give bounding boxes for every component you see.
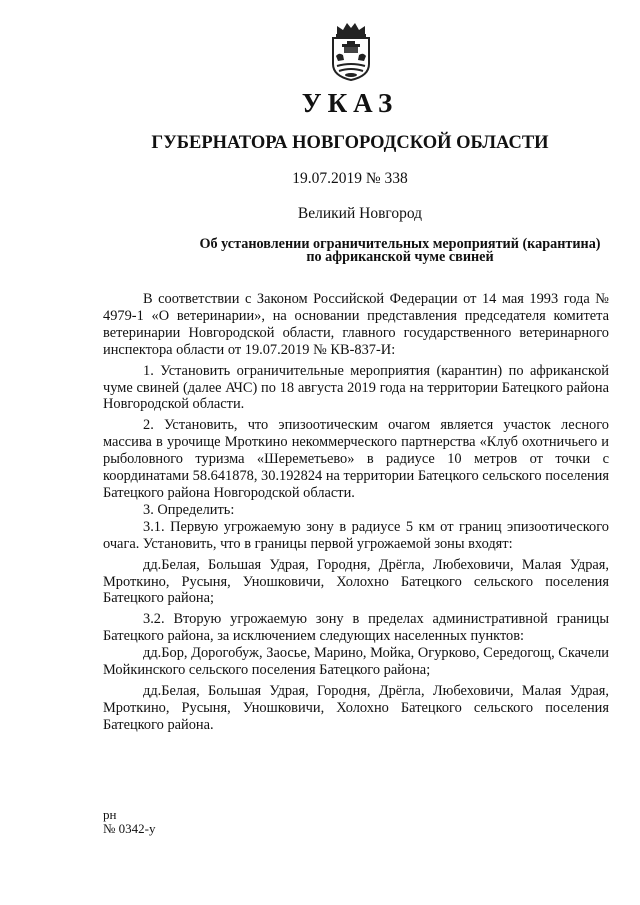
paragraph-zone-1-villages: дд.Белая, Большая Удрая, Городня, Дрёгла, Любеховичи, Малая Удрая, Мроткино, Русыня, Уношковичи, Холохно Батецкого сельского поселения Батецкого района; [103,556,609,607]
document-footer [103,808,155,836]
paragraph-item-3-2: 3.2. Вторую угрожаемую зону в пределах административной границы Батецкого района, за исключением следующих населенных пунктов: [103,611,609,645]
decree-body [103,291,609,738]
doc-number: № 0342-у [103,821,156,836]
city: Великий Новгород [297,205,423,222]
initials: рн [103,807,117,822]
paragraph-item-3-1: 3.1. Первую угрожаемую зону в радиусе 5 км от границ эпизоотического очага. Установить, что в границы первой угрожаемой зоны входят: [103,518,609,552]
date-and-number: 19.07.2019 № 338 [292,170,408,187]
paragraph-excluded-villages-2: дд.Белая, Большая Удрая, Городня, Дрёгла, Любеховичи, Малая Удрая, Мроткино, Русыня, Уношковичи, Холохно Батецкого сельского поселения Батецкого района. [103,682,609,733]
subject-line-2: по африканской чуме свиней [306,249,494,265]
paragraph-item-3: 3. Определить: [143,501,235,518]
issuer-title: ГУБЕРНАТОРА НОВГОРОДСКОЙ ОБЛАСТИ [151,133,549,153]
decree-subject [100,238,640,264]
paragraph-excluded-villages-1: дд.Бор, Дорогобуж, Заосье, Марино, Мойка, Огурково, Середогощ, Скачели Мойкинского сельского поселения Батецкого района; [103,645,609,679]
subject-line-1: Об установлении ограничительных мероприятий (карантина) [199,236,601,252]
paragraph-item-2: 2. Установить, что эпизоотическим очагом является участок лесного массива в урочище Мроткино некоммерческого партнерства «Клуб охотничьего и рыболовного туризма «Шереметьево» в радиусе 10 метров от точки с координатами 58.641878, 30.192824 на территории Батецкого сельского поселения Батецкого района Новгородской области. [103,417,609,501]
paragraph-item-1: 1. Установить ограничительные мероприятия (карантин) по африканской чуме свиней (далее АЧС) по 18 августа 2019 года на территории Батецкого района Новгородской области. [103,362,609,413]
paragraph-preamble: В соответствии с Законом Российской Федерации от 14 мая 1993 года № 4979-1 «О ветеринарии», на основании представления председателя комитета ветеринарии Новгородской области, главного государственного ветеринарного инспектора области от 19.07.2019 № КВ-837-И: [103,291,609,358]
document-title: УКАЗ [301,88,399,118]
coat-of-arms-icon [329,20,373,82]
